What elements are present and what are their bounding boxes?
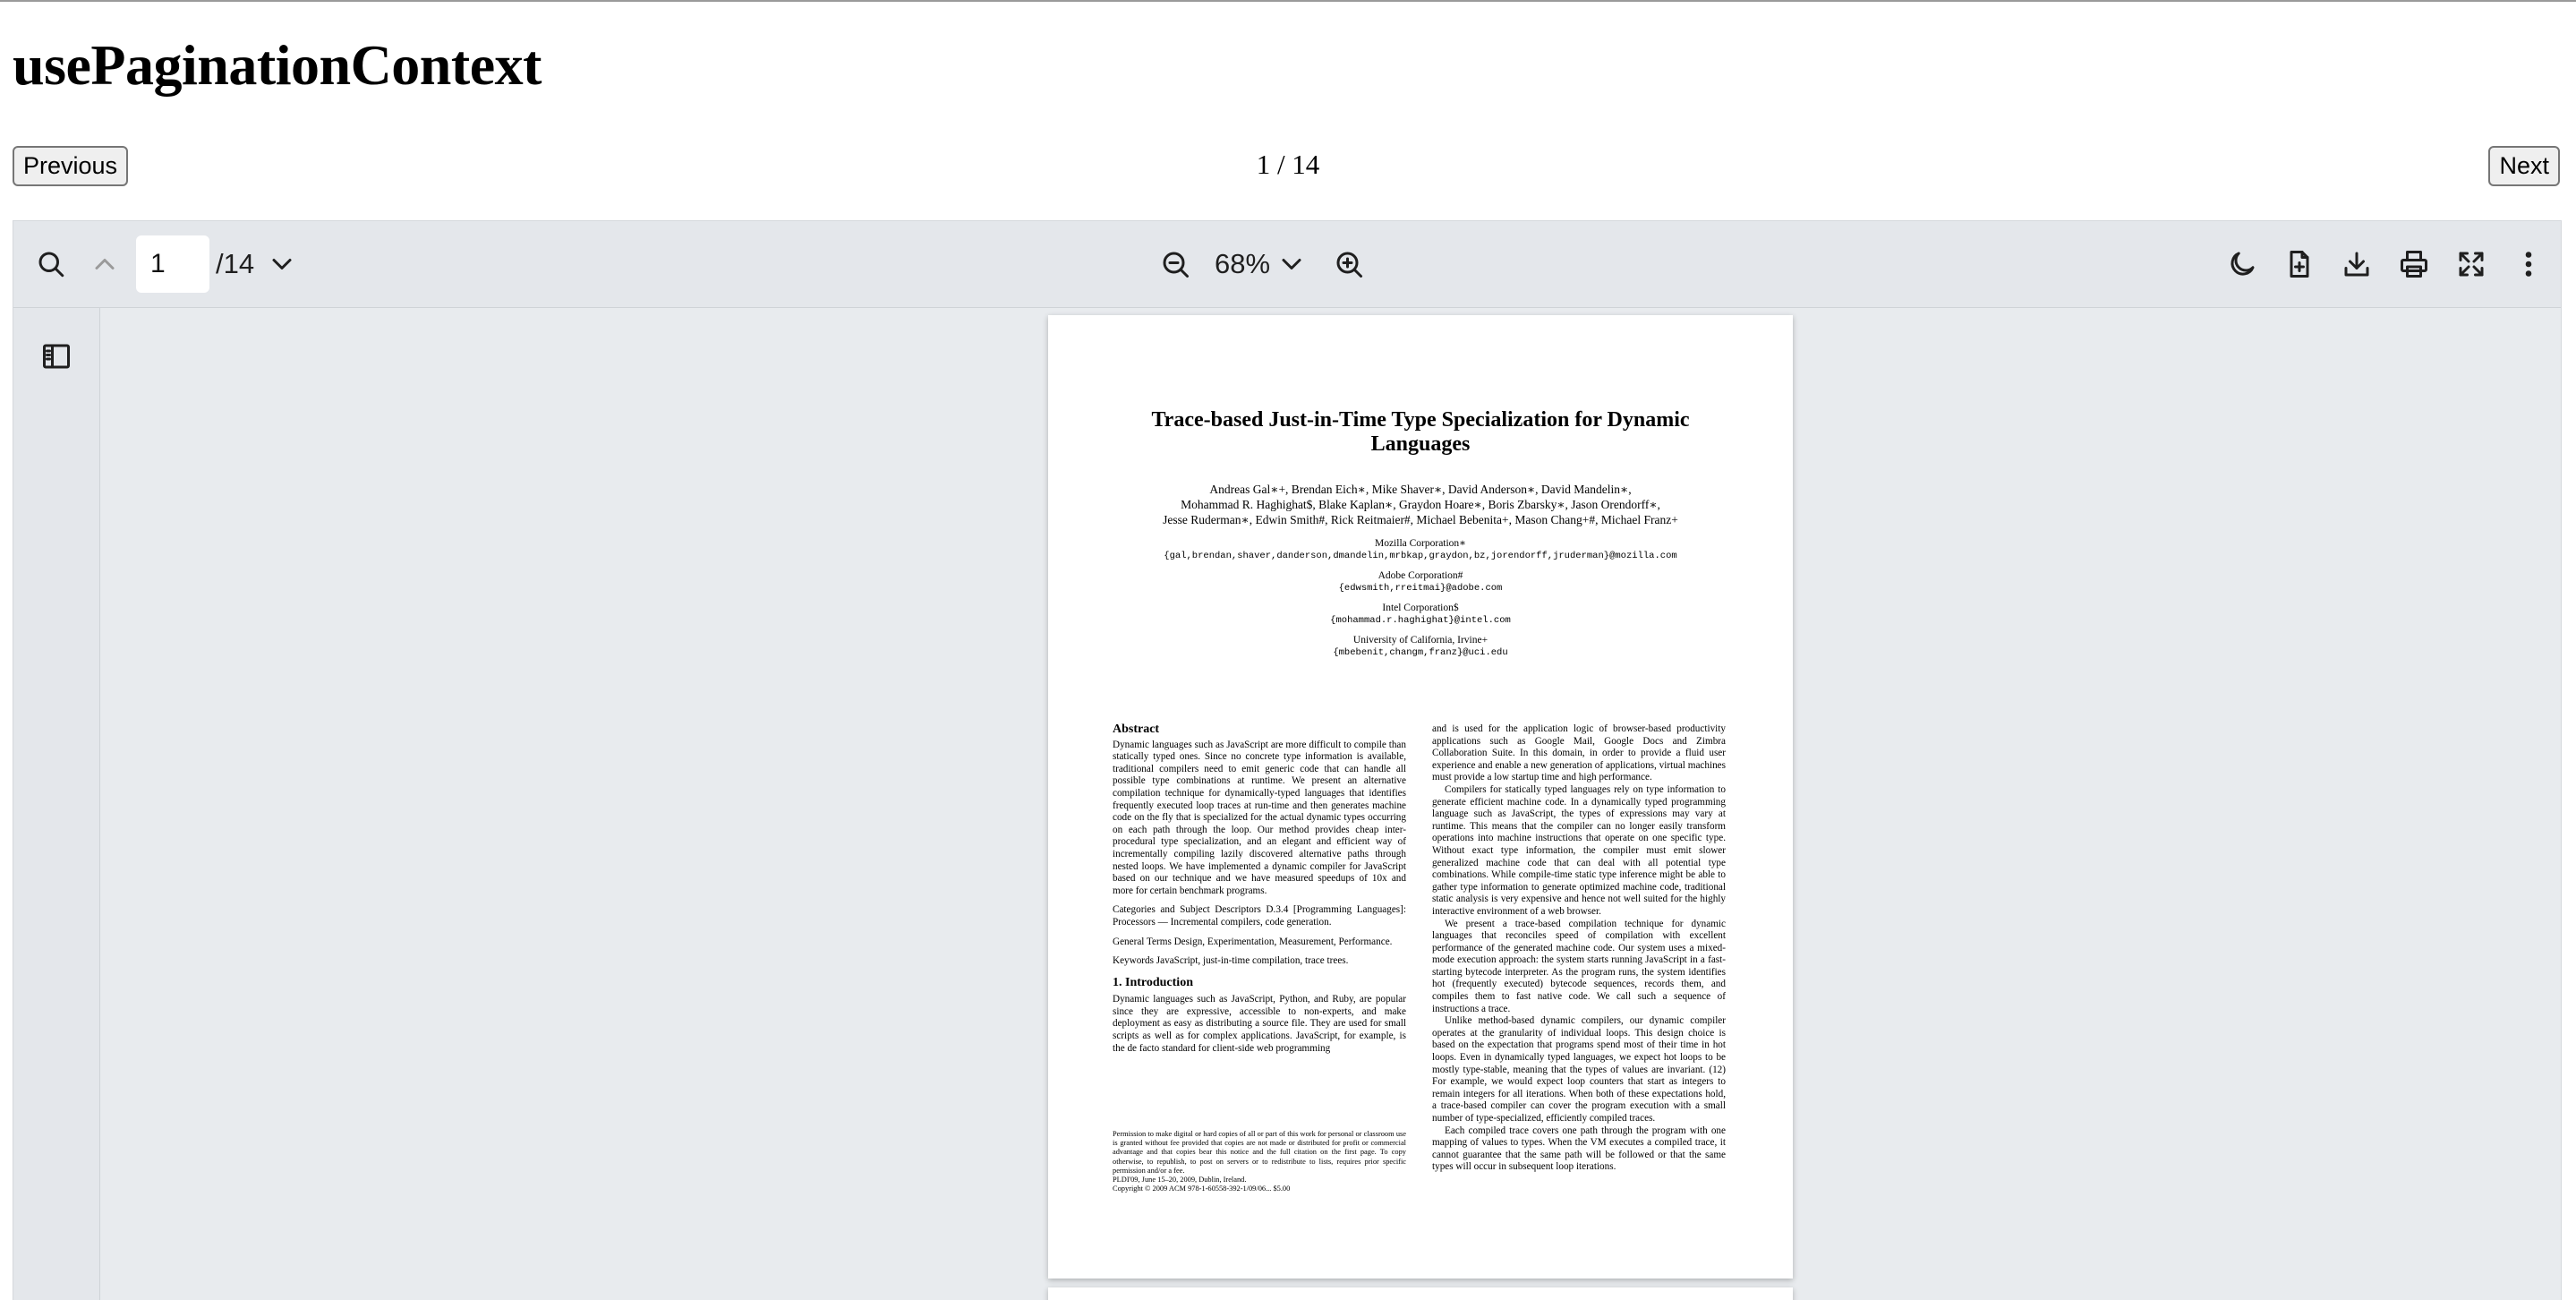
author-line: Mohammad R. Haghighat$, Blake Kaplan∗, Graydon Hoare∗, Boris Zbarsky∗, Jason Orendorff∗,: [1181, 498, 1660, 511]
paragraph: Unlike method-based dynamic compilers, our dynamic compiler operates at the granularity of individual loops. This design choice is based on the expectation that programs spend most of their time in hot loops. Even in dynamically typed languages, we expect hot loops to be mostly type-stable, meaning that the types of values are invariant. (12) For example, we would expect loop counters that start as integers to remain integers for all iterations. When both of these expectations hold, a trace-based compiler can cover the program execution with a small number of type-specialized, efficiently compiled traces.: [1432, 1015, 1726, 1124]
zoom-in-icon[interactable]: [1327, 243, 1370, 286]
viewer-sidebar: [13, 308, 100, 1300]
search-icon[interactable]: [30, 243, 73, 286]
author-list: [1084, 482, 1757, 527]
keywords-text: Keywords JavaScript, just-in-time compilation, trace trees.: [1113, 955, 1349, 967]
open-file-icon[interactable]: [2278, 243, 2321, 286]
chevron-down-icon[interactable]: [260, 243, 303, 286]
affiliation-email: {gal,brendan,shaver,danderson,dmandelin,mrbkap,graydon,bz,jorendorff,jruderman}@mozilla.com: [1164, 551, 1677, 561]
affiliation: [1084, 569, 1757, 594]
affiliation: [1084, 634, 1757, 659]
zoom-out-icon[interactable]: [1154, 243, 1197, 286]
paragraph: Each compiled trace covers one path through the program with one mapping of values to types. When the VM executes a compiled trace, it cannot guarantee that the same path will be followed or that the same types will occur in subsequent loop iterations.: [1432, 1125, 1726, 1173]
abstract-heading: Abstract: [1113, 723, 1160, 736]
author-line: Jesse Ruderman∗, Edwin Smith#, Rick Reitmaier#, Michael Bebenita+, Mason Chang+#, Michael Franz+: [1163, 513, 1678, 526]
footnote-conference: PLDI'09, June 15–20, 2009, Dublin, Ireland.: [1113, 1176, 1247, 1185]
paragraph: We present a trace-based compilation technique for dynamic languages that reconciles speed of compilation with excellent performance of the generated machine code. Our system uses a mixed-mode execution approach: the system starts running JavaScript in a fast-starting bytecode interpreter. As the program runs, the system identifies hot (frequently executed) bytecode sequences, records them, and compiles them to fast native code. We call such a sequence of instructions a trace.: [1432, 918, 1726, 1014]
affiliation: [1084, 602, 1757, 627]
download-icon[interactable]: [2335, 243, 2378, 286]
more-vertical-icon[interactable]: [2507, 243, 2550, 286]
next-button[interactable]: Next: [2488, 146, 2560, 186]
affiliation-name: Adobe Corporation#: [1378, 570, 1463, 581]
affiliation-name: Mozilla Corporation∗: [1374, 538, 1467, 549]
previous-button[interactable]: Previous: [13, 146, 128, 186]
print-icon[interactable]: [2393, 243, 2435, 286]
affiliation-name: Intel Corporation$: [1382, 603, 1459, 613]
pdf-page-1: [1048, 315, 1793, 1279]
intro-text: Dynamic languages such as JavaScript, Python, and Ruby, are popular since they are expressive, accessible to non-experts, and make deployment as easy as distributing a source file. They are used for small scripts as well as for complex applications. JavaScript, for example, is the de facto standard for client-side web programming: [1113, 994, 1406, 1054]
affiliation-email: {mohammad.r.haghighat}@intel.com: [1330, 615, 1511, 626]
page-total: /14: [216, 248, 255, 279]
page-title: usePaginationContext: [13, 33, 542, 97]
author-line: Andreas Gal∗+, Brendan Eich∗, Mike Shaver∗, David Anderson∗, David Mandelin∗,: [1209, 483, 1632, 496]
categories-text: Categories and Subject Descriptors D.3.4 [Programming Languages]: Processors — Incremental compilers, code generation.: [1113, 904, 1406, 928]
paragraph: Compilers for statically typed languages rely on type information to generate efficient machine code. In a dynamically typed programming language such as JavaScript, the types of expressions may vary at runtime. This means that the compiler can no longer easily transform operations into machine instructions that operate on one specific type. Without exact type information, the compiler must emit slower generalized machine code that can deal with all potential type combinations. While compile-time static type inference might be able to gather type information to generate optimized machine code, traditional static analysis is very expensive and hence not well suited for the highly interactive environment of a web browser.: [1432, 783, 1726, 917]
affiliation-email: {edwsmith,rreitmai}@adobe.com: [1338, 583, 1503, 594]
right-column: [1432, 723, 1726, 1174]
page-number-input[interactable]: [136, 235, 209, 293]
top-border: [0, 0, 2576, 2]
pdf-viewer: [13, 220, 2562, 1300]
chevron-up-icon[interactable]: [83, 243, 126, 286]
left-column: [1113, 723, 1406, 1062]
general-terms-text: General Terms Design, Experimentation, Measurement, Performance.: [1113, 936, 1393, 947]
paper-title: Trace-based Just-in-Time Type Specialization for Dynamic Languages: [1151, 408, 1690, 456]
abstract-text: Dynamic languages such as JavaScript are more difficult to compile than statically typed ones. Since no concrete type information is available, traditional compilers need to emit generic code that can handle all possible type combinations at runtime. We present an alternative compilation technique for dynamically-typed languages that identifies frequently executed loop traces at run-time and then generates machine code on the fly that is specialized for the actual dynamic types occurring on each path through the loop. Our method provides cheap inter-procedural type specialization, and an elegant and efficient way of incrementally compiling lazily discovered alternative paths through nested loops. We have implemented a dynamic compiler for JavaScript based on our technique and we have measured speedups of 10x and more for certain benchmark programs.: [1113, 739, 1406, 896]
footnote-copyright: Copyright © 2009 ACM 978-1-60558-392-1/09/06... $5.00: [1113, 1185, 1291, 1193]
paragraph: and is used for the application logic of browser-based productivity applications such as Google Mail, Google Docs and Zimbra Collaboration Suite. In this domain, in order to provide a fluid user experience and enable a new generation of applications, virtual machines must provide a low startup time and high performance.: [1432, 723, 1726, 783]
zoom-level[interactable]: 68%: [1215, 248, 1271, 279]
sidebar-toggle-icon[interactable]: [35, 335, 78, 378]
viewer-toolbar: [13, 221, 2561, 308]
fullscreen-icon[interactable]: [2450, 243, 2493, 286]
footnote-text: Permission to make digital or hard copies of all or part of this work for personal or classroom use is granted without fee provided that copies are not made or distributed for profit or commercial advantage and that copies bear this notice and the full citation on the first page. To copy otherwise, to republish, to post on servers or to redistribute to lists, requires prior specific permission and/or a fee.: [1113, 1130, 1406, 1175]
page-indicator: 1 / 14: [1256, 149, 1320, 180]
document-canvas[interactable]: [101, 308, 2561, 1300]
affiliation: [1084, 537, 1757, 562]
affiliation-email: {mbebenit,changm,franz}@uci.edu: [1333, 647, 1508, 658]
moon-icon[interactable]: [2221, 243, 2264, 286]
footnote: [1113, 1130, 1406, 1193]
zoom-dropdown-icon[interactable]: [1270, 243, 1313, 286]
pdf-page-2: [1048, 1287, 1793, 1300]
affiliation-name: University of California, Irvine+: [1352, 635, 1488, 646]
intro-heading: 1. Introduction: [1113, 975, 1193, 989]
